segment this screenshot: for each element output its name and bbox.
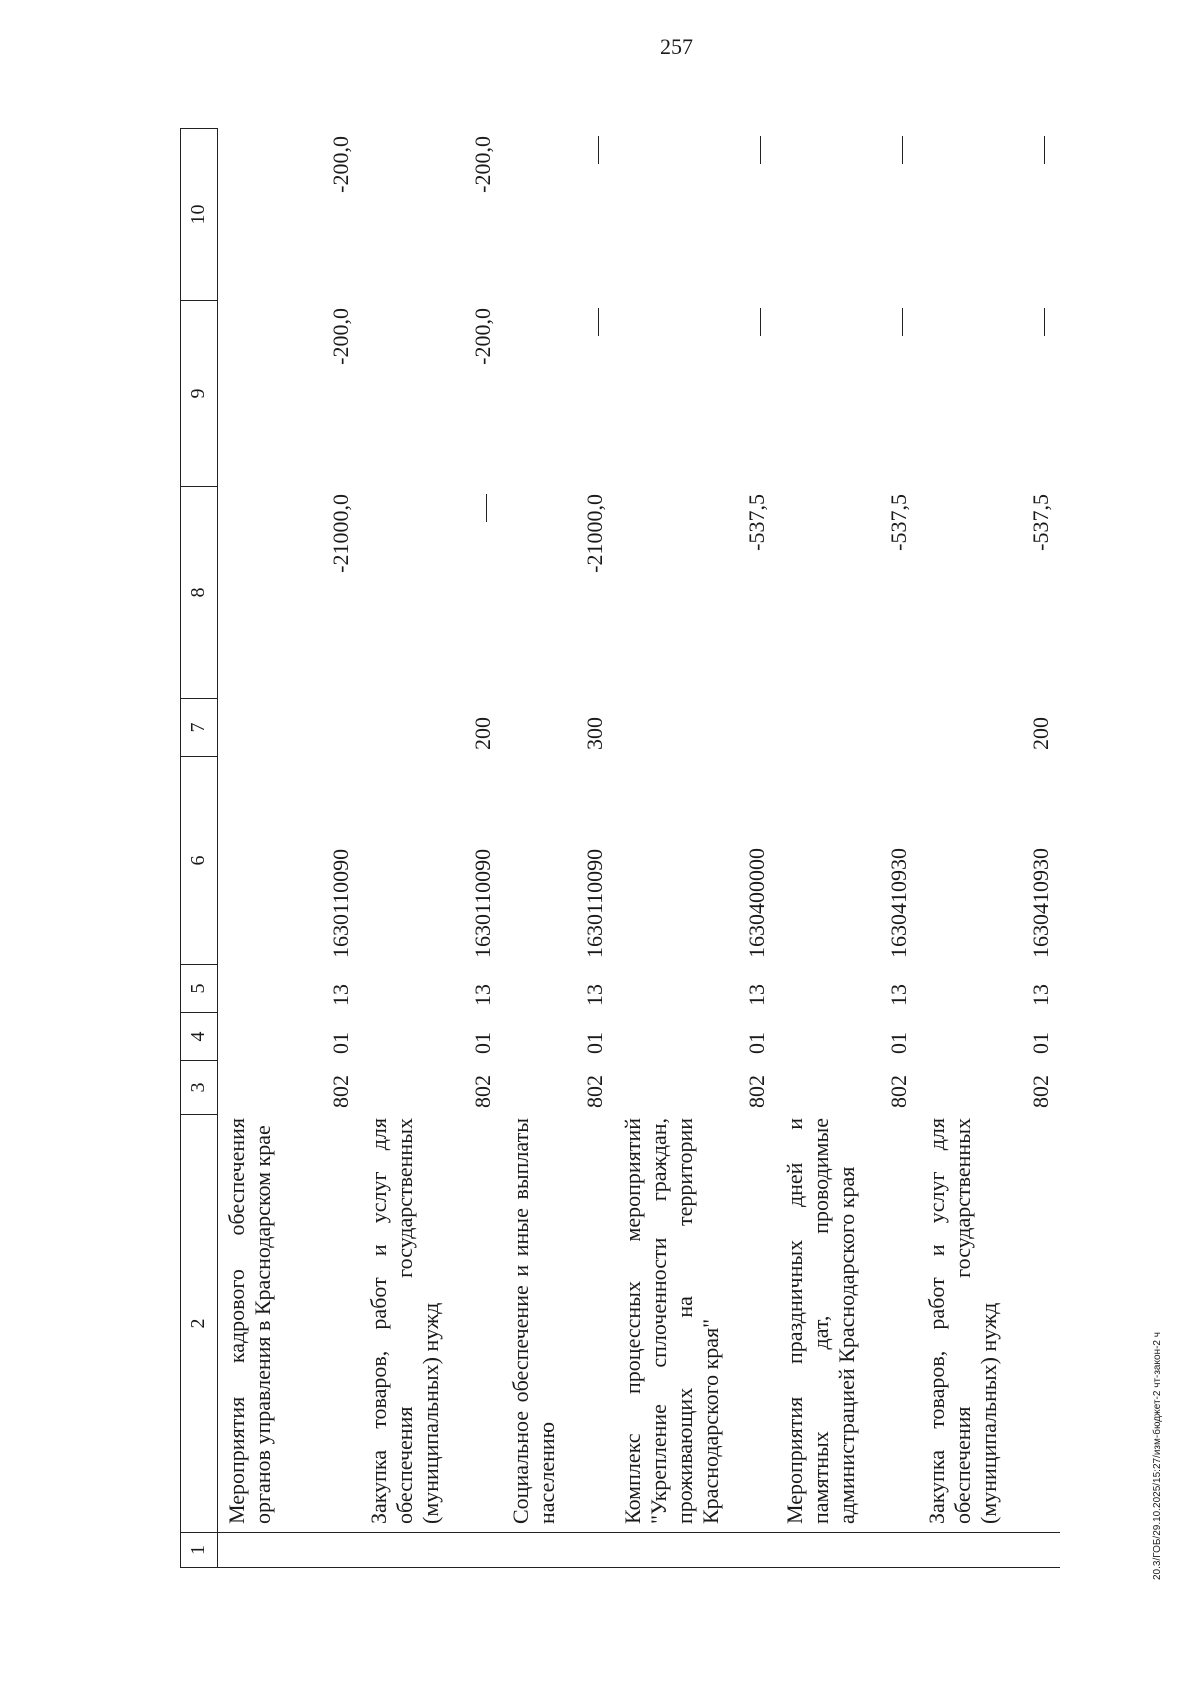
dash-mark xyxy=(902,308,903,336)
row-col6: 1630410930 xyxy=(886,848,911,958)
row-name: Мероприятия праздничных дней и памятных дат, проводимые администрацией Краснодарского края xyxy=(782,1118,859,1524)
row-col6: 1630110090 xyxy=(582,848,607,958)
row-col5: 13 xyxy=(886,984,911,1006)
row-col3: 802 xyxy=(582,1075,607,1108)
dash-mark xyxy=(598,136,599,164)
header-cell: 1 xyxy=(180,1532,218,1568)
row-col4: 01 xyxy=(744,1032,769,1054)
row-col7 xyxy=(776,698,918,756)
row-col9 xyxy=(776,300,918,486)
row-index-cell xyxy=(776,1532,918,1568)
row-col7: 200 xyxy=(1028,717,1053,750)
row-col4: 01 xyxy=(886,1032,911,1054)
row-col3: 802 xyxy=(744,1075,769,1108)
row-col9: -200,0 xyxy=(328,308,353,365)
row-col5: 13 xyxy=(582,984,607,1006)
row-col9 xyxy=(614,300,776,486)
row-col4: 01 xyxy=(582,1032,607,1054)
row-col9 xyxy=(918,300,1060,486)
row-col9: -200,0 xyxy=(470,308,495,365)
row-col8: -537,5 xyxy=(886,494,911,551)
row-col7 xyxy=(218,698,360,756)
row-col6: 1630110090 xyxy=(328,848,353,958)
row-col6: 1630410930 xyxy=(1028,848,1053,958)
row-name: Мероприятия кадрового обеспечения органов управления в Краснодарском крае xyxy=(224,1118,275,1524)
header-cell: 3 xyxy=(180,1060,218,1114)
row-col7 xyxy=(614,698,776,756)
header-cell: 6 xyxy=(180,756,218,964)
page-number: 257 xyxy=(660,34,693,59)
row-col3: 802 xyxy=(886,1075,911,1108)
table-grid xyxy=(180,88,1060,1568)
footer-code: 20.3/ГОБ/29.10.2025/15:27/изм-бюджет-2 чт-закон-2 ч xyxy=(1152,1332,1163,1580)
row-col4: 01 xyxy=(328,1032,353,1054)
row-col10 xyxy=(614,128,776,300)
header-cell: 4 xyxy=(180,1012,218,1060)
header-cell: 7 xyxy=(180,698,218,756)
row-col10 xyxy=(502,128,614,300)
row-name: Закупка товаров, работ и услуг для обеспечения государственных (муниципальных) нужд xyxy=(924,1118,1001,1524)
row-col3: 802 xyxy=(1028,1075,1053,1108)
row-name: Социальное обеспечение и иные выплаты населению xyxy=(508,1118,559,1524)
budget-table xyxy=(180,88,1060,1568)
row-col5: 13 xyxy=(328,984,353,1006)
header-cell: 9 xyxy=(180,300,218,486)
row-col5: 13 xyxy=(1028,984,1053,1006)
row-col7: 200 xyxy=(470,717,495,750)
row-col6: 1630110090 xyxy=(470,848,495,958)
row-col10: -200,0 xyxy=(470,136,495,193)
row-index-cell xyxy=(918,1532,1060,1568)
row-col8: -537,5 xyxy=(744,494,769,551)
row-col8 xyxy=(360,486,502,698)
header-cell: 5 xyxy=(180,964,218,1012)
dash-mark xyxy=(760,308,761,336)
row-col4: 01 xyxy=(470,1032,495,1054)
row-index-cell xyxy=(360,1532,502,1568)
row-col10: -200,0 xyxy=(328,136,353,193)
row-col4: 01 xyxy=(1028,1032,1053,1054)
row-col6: 1630400000 xyxy=(744,848,769,958)
row-col7: 300 xyxy=(582,717,607,750)
dash-mark xyxy=(1044,308,1045,336)
row-col9 xyxy=(502,300,614,486)
dash-mark xyxy=(598,308,599,336)
header-cell: 10 xyxy=(180,128,218,300)
row-index-cell xyxy=(614,1532,776,1568)
row-col3: 802 xyxy=(470,1075,495,1108)
row-col3: 802 xyxy=(328,1075,353,1108)
dash-mark xyxy=(760,136,761,164)
row-col5: 13 xyxy=(744,984,769,1006)
row-col10 xyxy=(776,128,918,300)
row-name: Комплекс процессных мероприятий "Укрепление сплоченности граждан, проживающих на территории Краснодарского края" xyxy=(620,1118,723,1524)
dash-mark xyxy=(486,494,487,522)
dash-mark xyxy=(1044,136,1045,164)
header-cell: 8 xyxy=(180,486,218,698)
row-index-cell xyxy=(218,1532,360,1568)
row-index-cell xyxy=(502,1532,614,1568)
row-col8: -21000,0 xyxy=(582,494,607,573)
dash-mark xyxy=(902,136,903,164)
row-col10 xyxy=(918,128,1060,300)
row-col5: 13 xyxy=(470,984,495,1006)
header-cell: 2 xyxy=(180,1114,218,1532)
row-name: Закупка товаров, работ и услуг для обеспечения государственных (муниципальных) нужд xyxy=(366,1118,443,1524)
row-col8: -21000,0 xyxy=(328,494,353,573)
row-col8: -537,5 xyxy=(1028,494,1053,551)
